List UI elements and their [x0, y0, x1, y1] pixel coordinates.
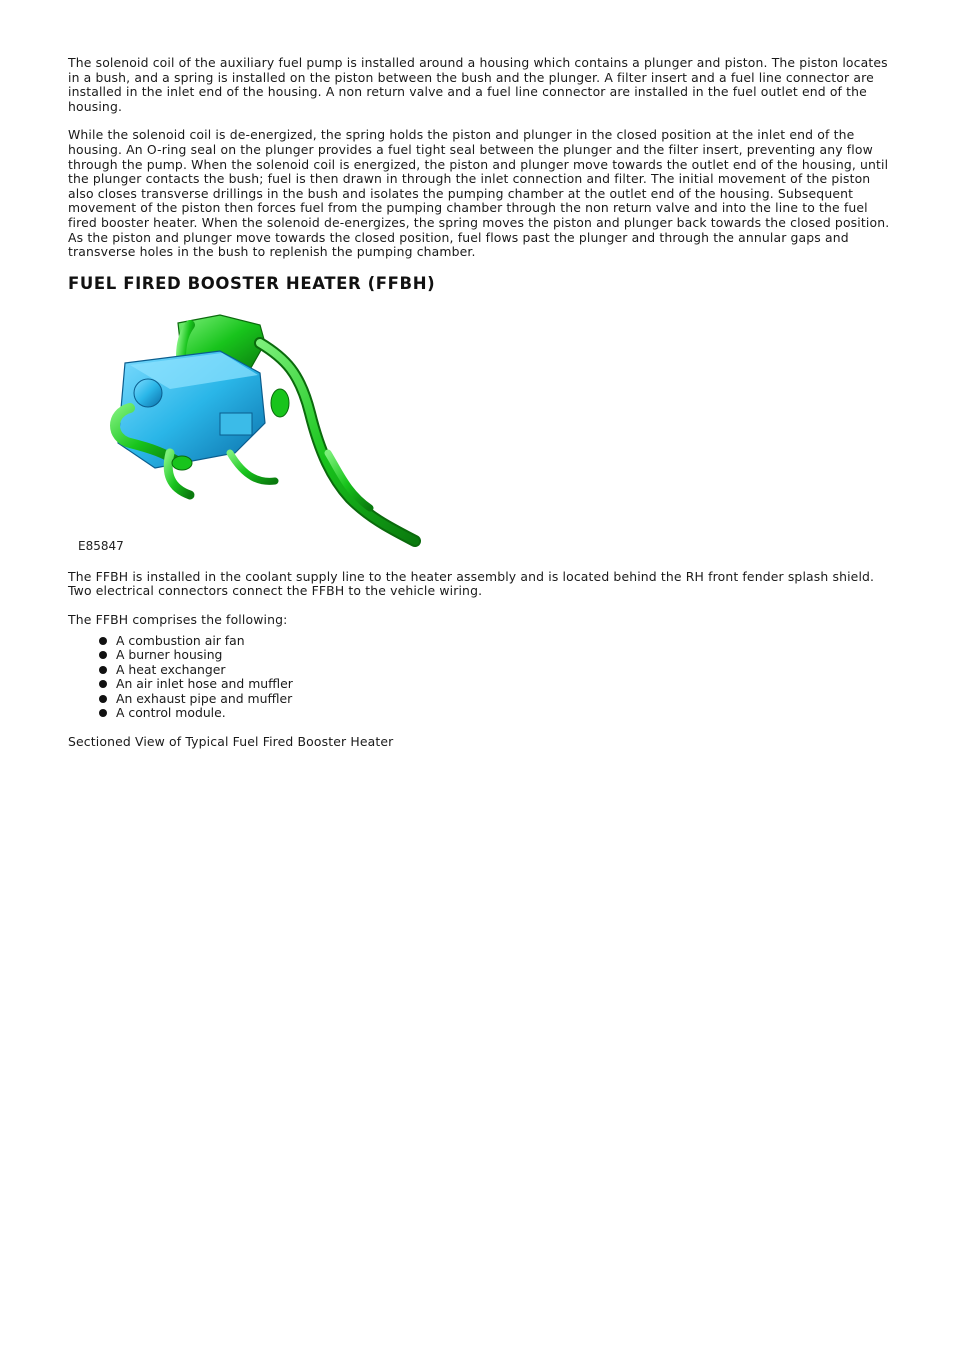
list-item: An exhaust pipe and muffler — [68, 692, 896, 707]
bullet-icon — [99, 637, 107, 645]
paragraph-pump-operation: While the solenoid coil is de-energized, the spring holds the piston and plunger in the closed position at the inlet end of the housing. An O-ring seal on the plunger provides a fuel tight seal between the plunger and the filter insert, preventing any flow through the pump. When the solenoid coil is energized, the piston and plunger move towards the outlet end of the housing, until the plunger contacts the bush; fuel is then drawn in through the inlet connection and filter. The initial movement of the piston also closes transverse drillings in the bush and isolates the pumping chamber at the outlet end of the housing. Subsequent movement of the piston then forces fuel from the pumping chamber through the non return valve and into the line to the fuel fired booster heater. When the solenoid de-energizes, the spring moves the piston and plunger back towards the closed position. As the piston and plunger move towards the closed position, fuel flows past the plunger and through the annular gaps and transverse holes in the bush to replenish the pumping chamber. — [68, 127, 890, 260]
pipe-clip — [271, 389, 289, 417]
hose-connector — [172, 456, 192, 470]
coolant-pipe-outline — [260, 343, 415, 541]
bullet-icon — [99, 695, 107, 703]
paragraph-components-intro: The FFBH comprises the following: — [68, 611, 288, 627]
section-heading: FUEL FIRED BOOSTER HEATER (FFBH) — [68, 273, 436, 293]
bullet-icon — [99, 666, 107, 674]
list-item: A control module. — [68, 706, 896, 721]
ffbh-illustration — [70, 303, 440, 558]
figure-label: E85847 — [78, 538, 124, 553]
bullet-icon — [99, 709, 107, 717]
list-item: An air inlet hose and muffler — [68, 677, 896, 692]
bullet-icon — [99, 680, 107, 688]
air-fan-housing — [134, 379, 162, 407]
list-item: A heat exchanger — [68, 663, 896, 678]
coolant-pipe — [260, 343, 415, 541]
fuel-line — [230, 453, 275, 481]
paragraph-ffbh-location: The FFBH is installed in the coolant supply line to the heater assembly and is located behind the RH front fender splash shield. Two electrical connectors connect the FFBH to the vehicle wiring. — [68, 568, 875, 599]
paragraph-pump-construction: The solenoid coil of the auxiliary fuel pump is installed around a housing which contains a plunger and piston. The piston locates in a bush, and a spring is installed on the piston between the bush and the plunger. A filter insert and a fuel line connector are installed in the inlet end of the housing. A non return valve and a fuel line connector are installed in the fuel outlet end of the housing. — [68, 55, 888, 114]
components-list — [68, 634, 896, 722]
bullet-icon — [99, 651, 107, 659]
document-page — [68, 56, 896, 750]
ffbh-drawing — [70, 303, 440, 558]
control-module — [220, 413, 252, 435]
list-item: A burner housing — [68, 648, 896, 663]
figure-caption: Sectioned View of Typical Fuel Fired Booster Heater — [68, 734, 394, 750]
list-item: A combustion air fan — [68, 634, 896, 649]
